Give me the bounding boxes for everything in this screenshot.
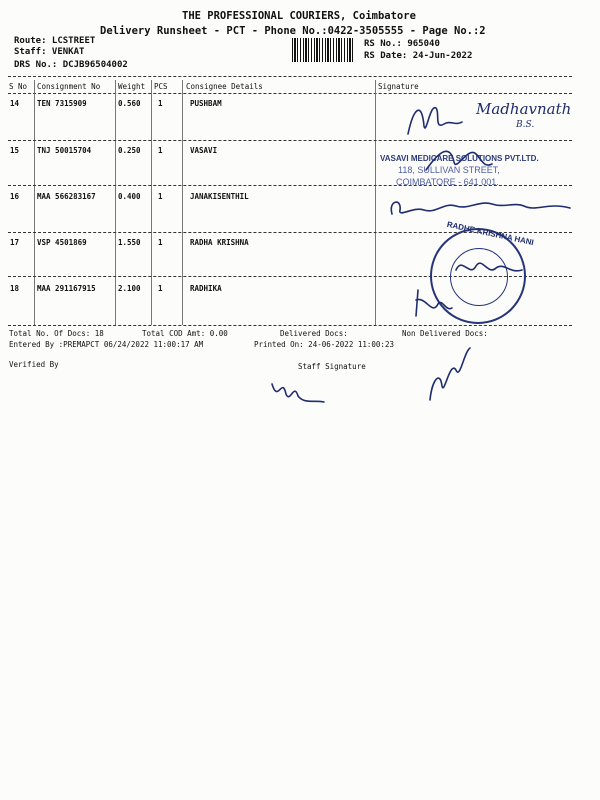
signature-scribble: [384, 192, 574, 230]
column-divider: [151, 80, 152, 325]
total-docs: Total No. Of Docs: 18: [9, 329, 104, 338]
row-weight: 0.560: [118, 99, 141, 108]
verified-by-label: Verified By: [9, 360, 59, 369]
row-pcs: 1: [158, 192, 163, 201]
row-sno: 14: [10, 99, 20, 108]
row-consignment: MAA 566283167: [37, 192, 96, 201]
signature-scribble: [408, 286, 458, 324]
printed-on: Printed On: 24-06-2022 11:00:23: [254, 340, 394, 349]
company-stamp-city: COIMBATORE - 641 001.: [396, 177, 499, 187]
row-pcs: 1: [158, 146, 163, 155]
row-weight: 0.250: [118, 146, 141, 155]
signature-scribble: [448, 252, 528, 290]
divider: [8, 76, 572, 77]
signature-scribble: [420, 140, 500, 184]
route-label: Route: LCSTREET: [14, 36, 96, 46]
row-consignee: RADHIKA: [190, 284, 222, 293]
company-stamp-name: VASAVI MEDICARE SOLUTIONS PVT.LTD.: [380, 154, 539, 163]
row-weight: 1.550: [118, 238, 141, 247]
divider: [8, 93, 572, 94]
divider: [8, 325, 572, 326]
column-divider: [115, 80, 116, 325]
col-header-consignee: Consignee Details: [186, 82, 263, 91]
row-pcs: 1: [158, 284, 163, 293]
row-sno: 15: [10, 146, 20, 155]
row-consignee: VASAVI: [190, 146, 218, 155]
staff-label: Staff: VENKAT: [14, 47, 85, 57]
stamp-ring-text: RADHE KRISHNA HANI: [446, 219, 535, 248]
signature-scribble: [420, 340, 480, 410]
row-pcs: 1: [158, 238, 163, 247]
column-divider: [375, 80, 376, 325]
row-consignee: RADHA KRISHNA: [190, 238, 249, 247]
staff-signature-scribble: [268, 374, 328, 412]
col-header-sno: S No: [9, 82, 28, 91]
barcode: [292, 38, 354, 62]
row-sno: 17: [10, 238, 20, 247]
row-pcs: 1: [158, 99, 163, 108]
row-weight: 0.400: [118, 192, 141, 201]
row-weight: 2.100: [118, 284, 141, 293]
row-consignee: JANAKISENTHIL: [190, 192, 249, 201]
column-divider: [182, 80, 183, 325]
column-divider: [34, 80, 35, 325]
staff-signature-label: Staff Signature: [298, 362, 366, 371]
col-header-consignment: Consignment No: [37, 82, 101, 91]
company-stamp-street: 118, SULLIVAN STREET,: [398, 165, 500, 175]
col-header-weight: Weight: [118, 82, 146, 91]
row-consignment: VSP 4501869: [37, 238, 87, 247]
row-consignment: MAA 291167915: [37, 284, 96, 293]
signature-initials: B.S.: [516, 120, 535, 130]
row-sno: 16: [10, 192, 20, 201]
company-title: THE PROFESSIONAL COURIERS, Coimbatore: [182, 10, 416, 22]
row-consignee: PUSHBAM: [190, 99, 222, 108]
delivered-docs: Delivered Docs:: [280, 329, 348, 338]
row-consignment: TNJ 50015704: [37, 146, 92, 155]
row-consignment: TEN 7315909: [37, 99, 87, 108]
drs-number: DRS No.: DCJB96504002: [14, 60, 128, 70]
col-header-signature: Signature: [378, 82, 419, 91]
row-sno: 18: [10, 284, 20, 293]
signature-text: Madhavnath: [476, 100, 572, 118]
runsheet-subtitle: Delivery Runsheet - PCT - Phone No.:0422-3505555 - Page No.:2: [100, 25, 486, 37]
col-header-pcs: PCS: [154, 82, 168, 91]
non-delivered-docs: Non Delivered Docs:: [402, 329, 488, 338]
rs-number: RS No.: 965040: [364, 39, 440, 49]
total-cod-amount: Total COD Amt: 0.00: [142, 329, 228, 338]
signature-scribble: [400, 96, 470, 144]
entered-by: Entered By :PREMAPCT 06/24/2022 11:00:17 AM: [9, 340, 204, 349]
rs-date: RS Date: 24-Jun-2022: [364, 51, 473, 61]
